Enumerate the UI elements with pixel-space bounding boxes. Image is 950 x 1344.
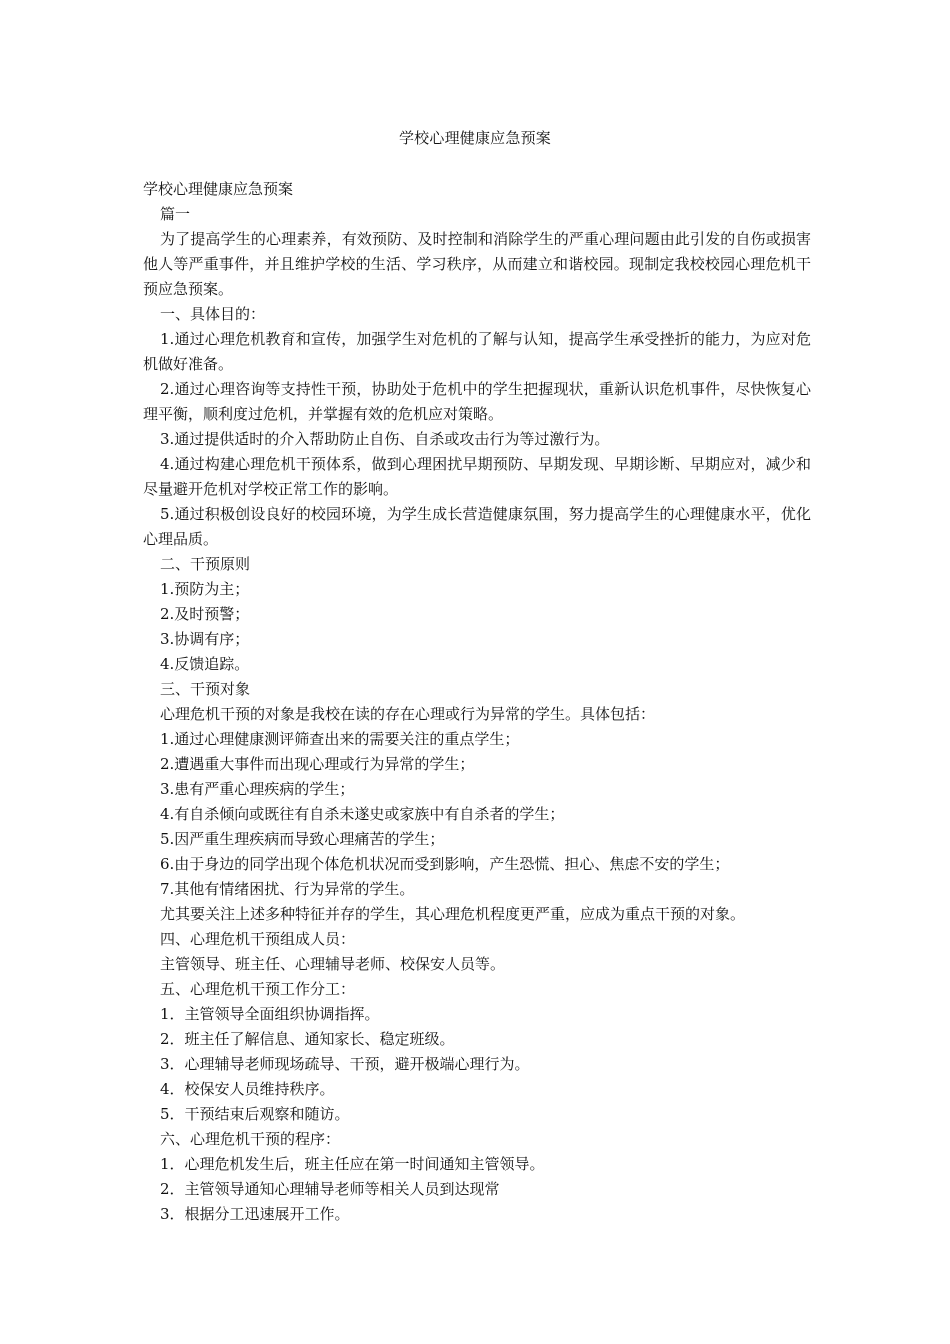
section4-text: 主管领导、班主任、心理辅导老师、校保安人员等。 <box>160 955 506 973</box>
section6-item: 1．心理危机发生后，班主任应在第一时间通知主管领导。 <box>160 1155 545 1173</box>
section4-heading: 四、心理危机干预组成人员： <box>160 930 356 948</box>
section3-item: 5.因严重生理疾病而导致心理痛苦的学生； <box>160 830 445 848</box>
section1-item: 3.通过提供适时的介入帮助防止自伤、自杀或攻击行为等过激行为。 <box>160 430 610 448</box>
section3-note: 尤其要关注上述多种特征并存的学生，其心理危机程度更严重，应成为重点干预的对象。 <box>160 905 746 923</box>
intro-paragraph: 为了提高学生的心理素养，有效预防、及时控制和消除学生的严重心理问题由此引发的自伤或损害他人等严重事件，并且维护学校的生活、学习秩序，从而建立和谐校园。现制定我校校园心理危机干预应急预案。 <box>143 230 811 298</box>
section3-item: 7.其他有情绪困扰、行为异常的学生。 <box>160 880 415 898</box>
section6-item: 2．主管领导通知心理辅导老师等相关人员到达现常 <box>160 1180 500 1198</box>
section6-item: 3．根据分工迅速展开工作。 <box>160 1205 350 1223</box>
section2-item: 1.预防为主； <box>160 580 250 598</box>
section1-item: 5.通过积极创设良好的校园环境，为学生成长营造健康氛围，努力提高学生的心理健康水平，优化心理品质。 <box>143 505 811 548</box>
section2-item: 4.反馈追踪。 <box>160 655 250 673</box>
section3-item: 2.遭遇重大事件而出现心理或行为异常的学生； <box>160 755 475 773</box>
section1-item: 2.通过心理咨询等支持性干预，协助处于危机中的学生把握现状，重新认识危机事件，尽快恢复心理平衡，顺利度过危机，并掌握有效的危机应对策略。 <box>143 380 811 423</box>
part-label: 篇一 <box>160 205 191 223</box>
section3-heading: 三、干预对象 <box>160 680 251 698</box>
section2-item: 2.及时预警； <box>160 605 250 623</box>
section5-item: 2．班主任了解信息、通知家长、稳定班级。 <box>160 1030 455 1048</box>
section3-item: 1.通过心理健康测评筛查出来的需要关注的重点学生； <box>160 730 520 748</box>
section1-item: 4.通过构建心理危机干预体系，做到心理困扰早期预防、早期发现、早期诊断、早期应对，减少和尽量避开危机对学校正常工作的影响。 <box>143 455 811 498</box>
section2-heading: 二、干预原则 <box>160 555 251 573</box>
section5-item: 4．校保安人员维持秩序。 <box>160 1080 335 1098</box>
section3-item: 3.患有严重心理疾病的学生； <box>160 780 355 798</box>
document-body <box>143 177 811 1227</box>
section5-heading: 五、心理危机干预工作分工： <box>160 980 356 998</box>
section5-item: 1．主管领导全面组织协调指挥。 <box>160 1005 380 1023</box>
section3-item: 4.有自杀倾向或既往有自杀未遂史或家族中有自杀者的学生； <box>160 805 565 823</box>
section1-heading: 一、具体目的： <box>160 305 266 323</box>
section5-item: 3．心理辅导老师现场疏导、干预，避开极端心理行为。 <box>160 1055 530 1073</box>
section6-heading: 六、心理危机干预的程序： <box>160 1130 341 1148</box>
section3-item: 6.由于身边的同学出现个体危机状况而受到影响，产生恐慌、担心、焦虑不安的学生； <box>160 855 730 873</box>
section5-item: 5．干预结束后观察和随访。 <box>160 1105 350 1123</box>
section2-item: 3.协调有序； <box>160 630 250 648</box>
section3-lead: 心理危机干预的对象是我校在读的存在心理或行为异常的学生。具体包括： <box>160 705 656 723</box>
document-heading: 学校心理健康应急预案 <box>143 180 294 198</box>
section1-item: 1.通过心理危机教育和宣传，加强学生对危机的了解与认知，提高学生承受挫折的能力，为应对危机做好准备。 <box>143 330 811 373</box>
document-title: 学校心理健康应急预案 <box>398 129 551 147</box>
